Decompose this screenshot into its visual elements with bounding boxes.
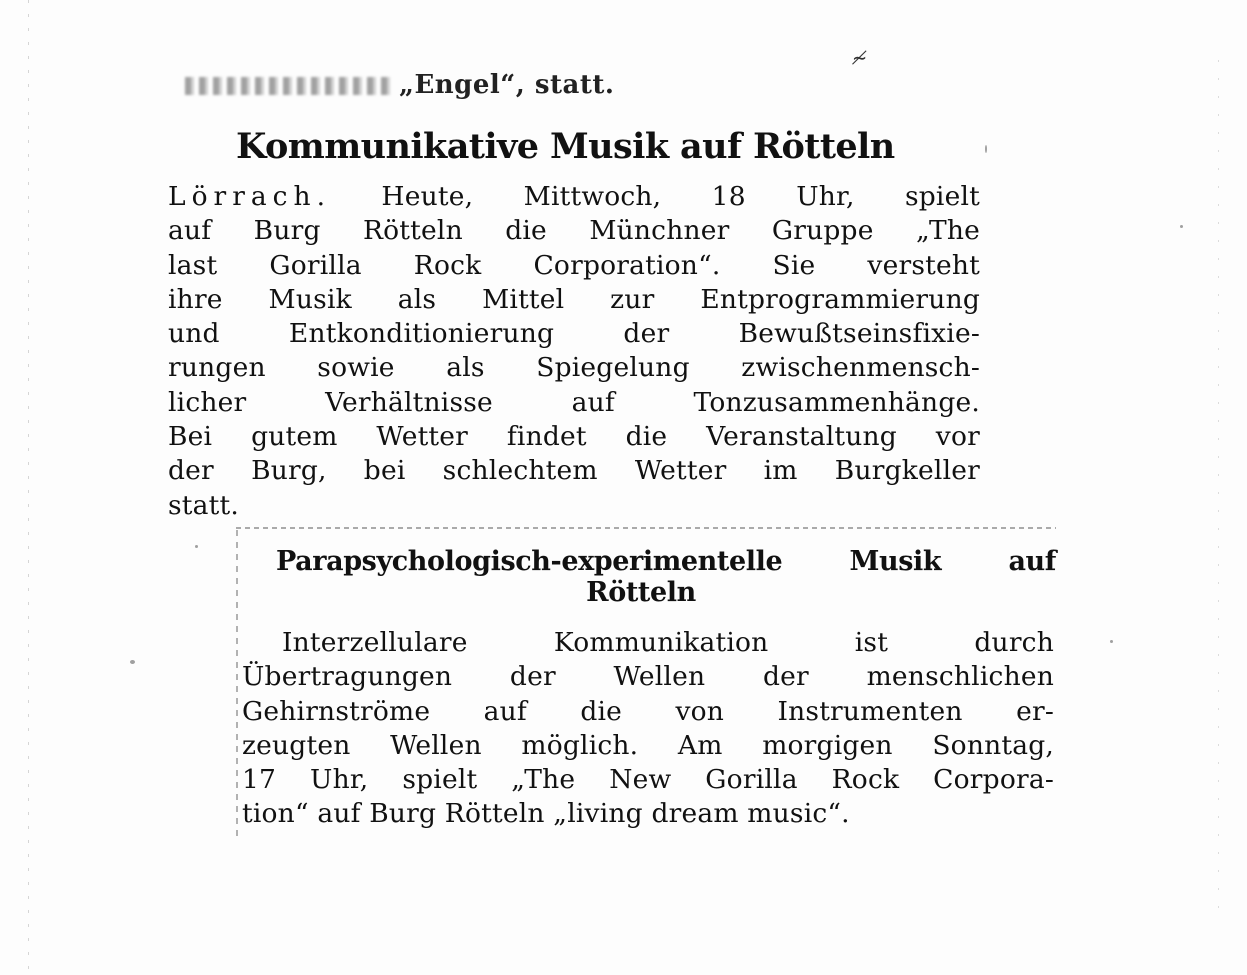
article1-line: statt. bbox=[168, 489, 239, 521]
article1-line: licher Verhältnisse auf Tonzusammenhänge. bbox=[168, 386, 980, 418]
article1-line: der Burg, bei schlechtem Wetter im Burgkeller bbox=[168, 455, 980, 487]
scan-edge-left bbox=[28, 0, 29, 975]
article2-headline-line2: Rötteln bbox=[586, 577, 696, 608]
article2-line: Interzellulare Kommunikation ist durch bbox=[282, 627, 1054, 658]
article2-line: Gehirnströme auf die von Instrumenten er- bbox=[242, 695, 1054, 727]
article2-line: tion“ auf Burg Rötteln „living dream music“. bbox=[242, 798, 850, 830]
scan-mark: ≁ bbox=[852, 48, 868, 69]
article1-line: auf Burg Rötteln die Münchner Gruppe „The bbox=[168, 215, 980, 247]
scan-speck bbox=[1110, 640, 1113, 643]
article1-dateline: Lörrach. bbox=[168, 181, 332, 212]
fragment-text: „Engel“, statt. bbox=[399, 70, 615, 100]
article1-line: last Gorilla Rock Corporation“. Sie versteht bbox=[168, 249, 980, 281]
article1-body bbox=[168, 180, 980, 523]
smudged-text bbox=[185, 77, 395, 95]
article2-headline-line1: Parapsychologisch-experimentelle Musik auf bbox=[276, 546, 1056, 577]
previous-article-fragment bbox=[185, 70, 614, 100]
article1-line bbox=[168, 180, 980, 214]
article2-body bbox=[242, 626, 1054, 832]
scan-speck bbox=[985, 145, 987, 153]
article1-line: und Entkonditionierung der Bewußtseinsfixie- bbox=[168, 318, 980, 350]
article1-line-text: Heute, Mittwoch, 18 Uhr, spielt bbox=[331, 181, 980, 212]
article2-headline bbox=[276, 546, 1056, 608]
article2-line: Übertragungen der Wellen der menschlichen bbox=[242, 661, 1054, 693]
article1-headline: Kommunikative Musik auf Rötteln bbox=[236, 126, 895, 167]
scan-edge-right bbox=[1218, 60, 1219, 920]
article1-line: rungen sowie als Spiegelung zwischenmensch- bbox=[168, 352, 980, 384]
column-rule bbox=[236, 530, 238, 840]
scan-speck bbox=[1180, 225, 1183, 228]
article1-line: Bei gutem Wetter findet die Veranstaltung vor bbox=[168, 421, 980, 453]
scan-speck bbox=[130, 660, 135, 664]
article2-line: zeugten Wellen möglich. Am morgigen Sonntag, bbox=[242, 729, 1054, 761]
article-divider bbox=[236, 527, 1056, 529]
scan-speck bbox=[195, 545, 198, 548]
article2-line: 17 Uhr, spielt „The New Gorilla Rock Corpora- bbox=[242, 764, 1054, 796]
article1-line: ihre Musik als Mittel zur Entprogrammierung bbox=[168, 283, 980, 315]
